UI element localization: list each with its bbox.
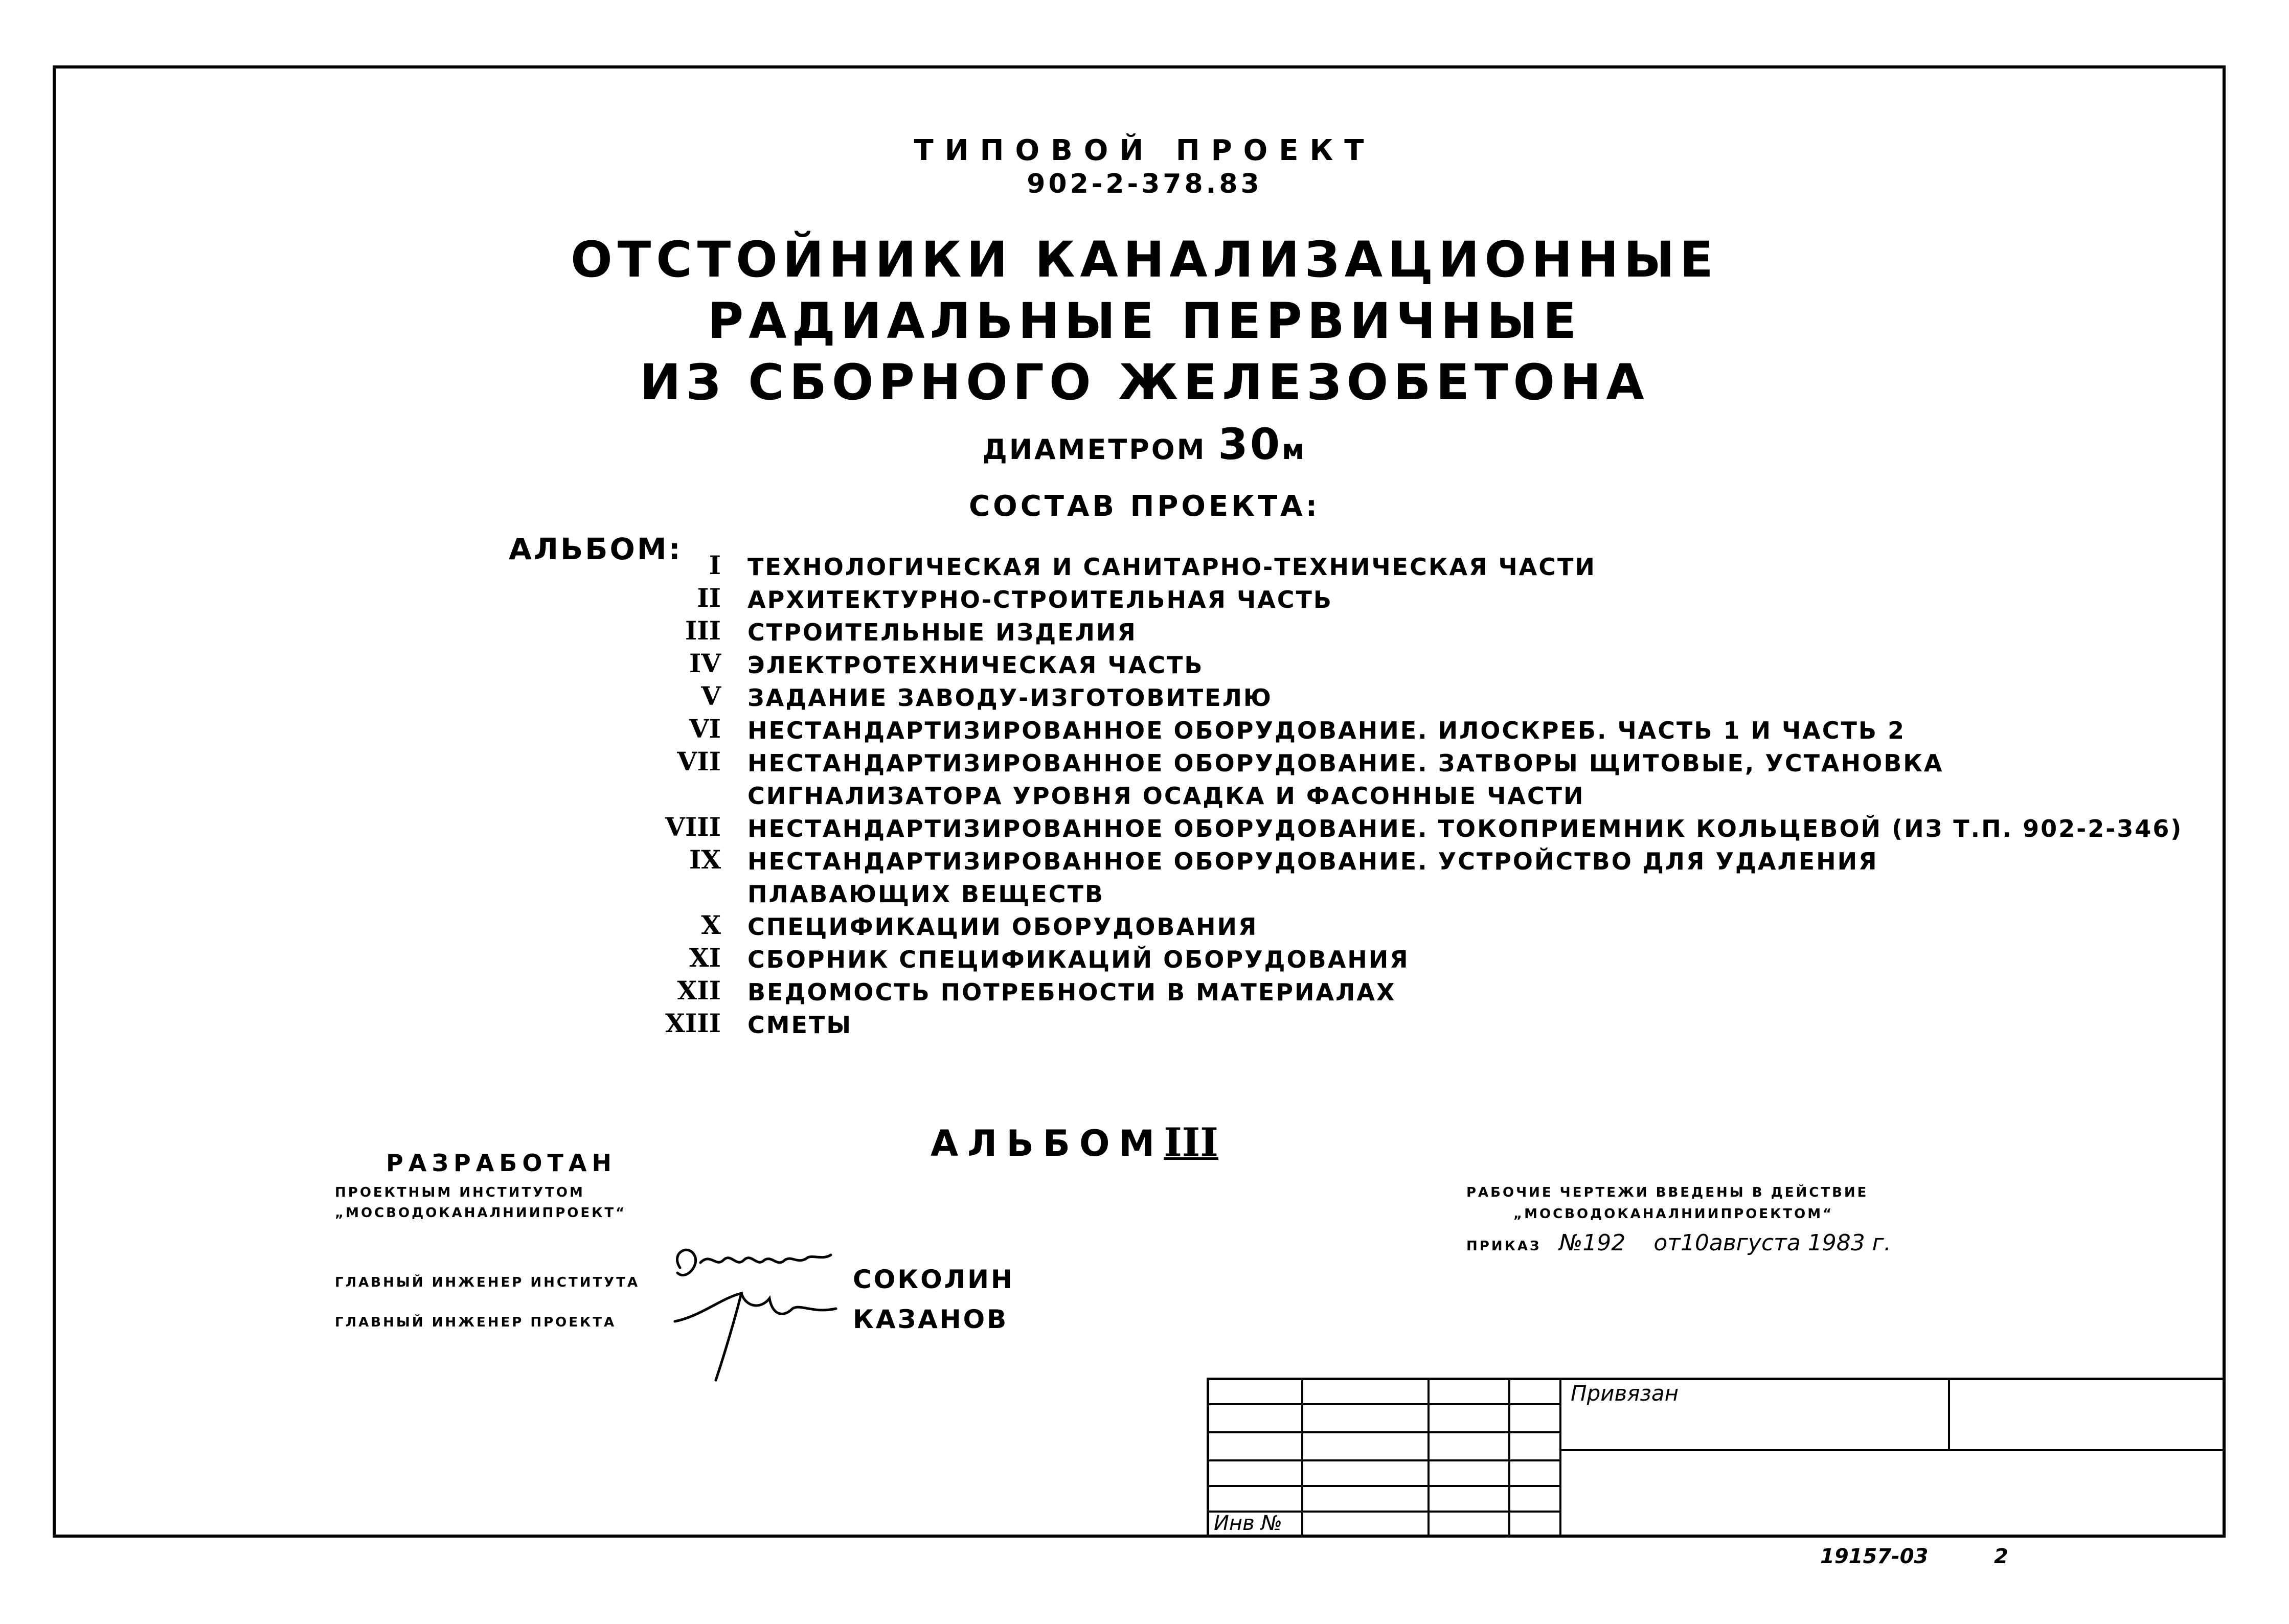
composition-heading: СОСТАВ ПРОЕКТА:: [969, 490, 1320, 523]
volume-roman: I: [709, 550, 721, 580]
tied-label: Привязан: [1571, 1381, 1679, 1406]
volume-title: ВЕДОМОСТЬ ПОТРЕБНОСТИ В МАТЕРИАЛАХ: [747, 978, 1396, 1006]
current-album-roman: III: [1164, 1119, 1218, 1165]
developer-heading: РАЗРАБОТАН: [386, 1149, 617, 1177]
current-album: [931, 1119, 1218, 1165]
inventory-label: Инв №: [1214, 1512, 1282, 1535]
volume-roman: IX: [689, 844, 721, 875]
title-stamp: [1207, 1378, 2224, 1538]
volume-title: СИГНАЛИЗАТОРА УРОВНЯ ОСАДКА И ФАСОННЫЕ ЧАСТИ: [747, 782, 1585, 810]
volume-title: ЭЛЕКТРОТЕХНИЧЕСКАЯ ЧАСТЬ: [747, 651, 1204, 679]
developer-line-2: „МОСВОДОКАНАЛНИИПРОЕКТ“: [335, 1205, 627, 1221]
volume-roman: VIII: [665, 812, 721, 842]
volume-title: ЗАДАНИЕ ЗАВОДУ-ИЗГОТОВИТЕЛЮ: [747, 684, 1273, 712]
series-title: ТИПОВОЙ ПРОЕКТ: [914, 134, 1375, 167]
volume-roman: II: [697, 583, 721, 613]
album-label: АЛЬБОМ:: [509, 532, 683, 566]
sheet-number: 2: [1994, 1545, 2008, 1568]
order-label: ПРИКАЗ: [1466, 1239, 1542, 1254]
chief-institute-label: ГЛАВНЫЙ ИНЖЕНЕР ИНСТИТУТА: [335, 1275, 640, 1290]
volume-title: СБОРНИК СПЕЦИФИКАЦИЙ ОБОРУДОВАНИЯ: [747, 946, 1410, 973]
volume-roman: V: [701, 681, 721, 711]
signature-graphic: [660, 1232, 844, 1385]
chief-project-label: ГЛАВНЫЙ ИНЖЕНЕР ПРОЕКТА: [335, 1315, 617, 1330]
volume-title: СПЕЦИФИКАЦИИ ОБОРУДОВАНИЯ: [747, 913, 1258, 941]
diameter-line: [0, 419, 2289, 469]
volume-roman: VI: [689, 714, 721, 744]
current-album-label: АЛЬБОМ: [931, 1123, 1164, 1164]
volume-roman: XI: [689, 943, 721, 973]
document-code: 19157-03: [1820, 1545, 1929, 1568]
diameter-label: ДИАМЕТРОМ: [982, 433, 1207, 466]
order-number: №192: [1559, 1230, 1626, 1256]
chief-institute-name: СОКОЛИН: [853, 1265, 1014, 1294]
approval-line-2: „МОСВОДОКАНАЛНИИПРОЕКТОМ“: [1513, 1206, 1834, 1222]
volume-title: ПЛАВАЮЩИХ ВЕЩЕСТВ: [747, 880, 1105, 908]
volume-roman: III: [685, 615, 721, 646]
volume-roman: X: [701, 910, 721, 940]
title-line-3: ИЗ СБОРНОГО ЖЕЛЕЗОБЕТОНА: [640, 354, 1649, 411]
volume-roman: XII: [677, 975, 721, 1005]
volume-title: НЕСТАНДАРТИЗИРОВАННОЕ ОБОРУДОВАНИЕ. ИЛОСКРЕБ. ЧАСТЬ 1 И ЧАСТЬ 2: [747, 717, 1906, 744]
volume-title: СТРОИТЕЛЬНЫЕ ИЗДЕЛИЯ: [747, 619, 1137, 646]
title-line-2: РАДИАЛЬНЫЕ ПЕРВИЧНЫЕ: [707, 292, 1582, 350]
volume-title: АРХИТЕКТУРНО-СТРОИТЕЛЬНАЯ ЧАСТЬ: [747, 586, 1333, 613]
volume-roman: IV: [689, 648, 721, 678]
title-line-1: ОТСТОЙНИКИ КАНАЛИЗАЦИОННЫЕ: [571, 231, 1718, 288]
volume-title: НЕСТАНДАРТИЗИРОВАННОЕ ОБОРУДОВАНИЕ. ЗАТВОРЫ ЩИТОВЫЕ, УСТАНОВКА: [747, 749, 1944, 777]
order-date: от10августа 1983 г.: [1653, 1230, 1891, 1256]
volume-title: ТЕХНОЛОГИЧЕСКАЯ И САНИТАРНО-ТЕХНИЧЕСКАЯ ЧАСТИ: [747, 553, 1596, 581]
approval-order: [1466, 1230, 1891, 1256]
volume-roman: VII: [677, 746, 721, 776]
developer-line-1: ПРОЕКТНЫМ ИНСТИТУТОМ: [335, 1185, 585, 1200]
volume-title: НЕСТАНДАРТИЗИРОВАННОЕ ОБОРУДОВАНИЕ. ТОКОПРИЕМНИК КОЛЬЦЕВОЙ (ИЗ Т.П. 902-2-346): [747, 815, 2183, 842]
volume-title: СМЕТЫ: [747, 1011, 852, 1039]
approval-line-1: РАБОЧИЕ ЧЕРТЕЖИ ВВЕДЕНЫ В ДЕЙСТВИЕ: [1466, 1185, 1869, 1200]
chief-project-name: КАЗАНОВ: [853, 1305, 1009, 1334]
diameter-value: 30: [1218, 419, 1282, 469]
diameter-unit: м: [1282, 433, 1307, 466]
project-number: 902-2-378.83: [1027, 169, 1262, 199]
volume-title: НЕСТАНДАРТИЗИРОВАННОЕ ОБОРУДОВАНИЕ. УСТРОЙСТВО ДЛЯ УДАЛЕНИЯ: [747, 848, 1878, 875]
volume-roman: XIII: [665, 1008, 721, 1038]
